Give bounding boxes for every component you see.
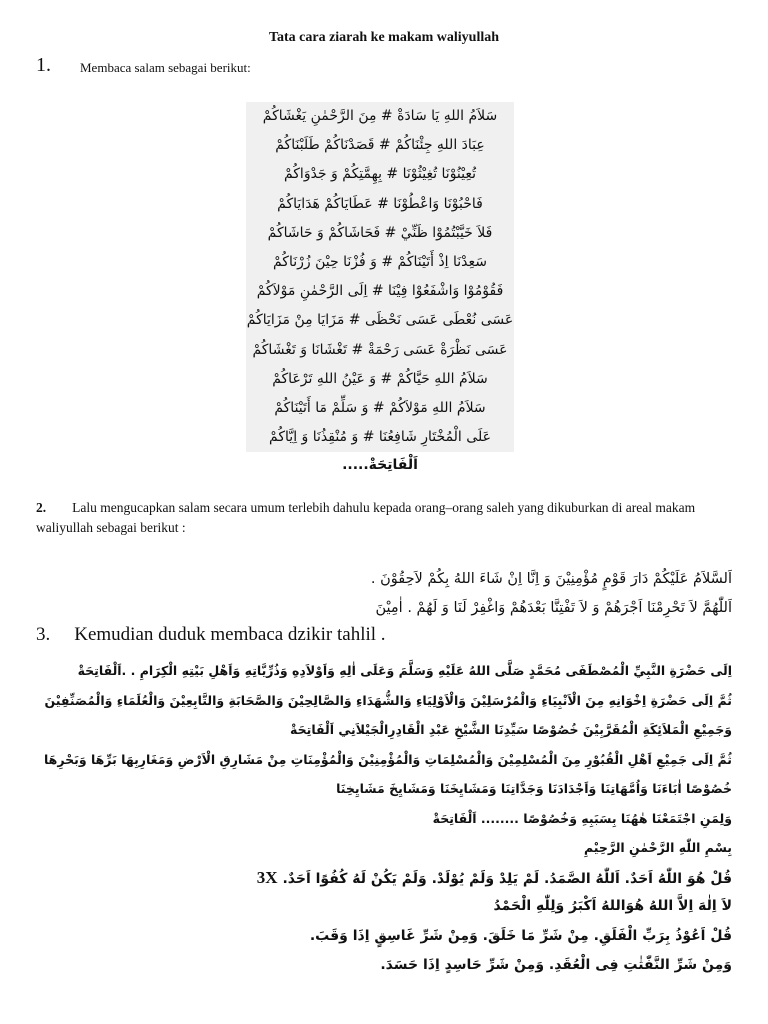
repeat-marker: 3X <box>256 867 278 887</box>
poem-line: سَلاَمُ اللهِ يَا سَادَةْ # مِنَ الرَّحْمٰنِ يَغْشَاكُمْ <box>246 102 514 131</box>
salam-block <box>40 565 732 623</box>
poem-line: سَعِدْنَا اِذْ أَتَيْنَاكُمْ # وَ فُزْنَا حِيْنَ زُرْنَاكُمْ <box>246 248 514 277</box>
poem-line: عَسَى نَظْرَةْ عَسَى رَحْمَةْ # تَغْشَانَا وَ تَغْشَاكُمْ <box>246 336 514 365</box>
poem-fatihah: اَلْفَاتِحَةْ..... <box>342 457 418 474</box>
tahlil-line: وَمِنْ شَرِّ النَّفّٰثٰتِ فِى الْعُقَدِ. وَمِنْ شَرِّ حَاسِدٍ اِذَا حَسَدَ. <box>380 957 732 973</box>
tahlil-ikhlas-text: قُلْ هُوَ اللّٰهُ اَحَدٌ. اَللّٰهُ الصَّمَدُ. لَمْ يَلِدْ وَلَمْ يُوْلَدْ. وَلَمْ يَكُنْ لَهُ كُفُوًا اَحَدٌ. <box>282 870 732 887</box>
salam-poem <box>246 102 514 478</box>
tahlil-line: بِسْمِ اللّٰهِ الرَّحْمٰنِ الرَّحِيْمِ <box>584 840 732 855</box>
tahlil-line-ikhlas <box>40 863 732 893</box>
poem-line: سَلاَمُ اللهِ مَوْلاَكُمْ # وَ سَلِّمْ مَا أَتَيْنَاكُمْ <box>246 394 514 423</box>
poem-line: عَسَى نُعْطَى عَسَى نَحْظَى # مَزَايَا مِنْ مَزَايَاكُمْ <box>246 306 514 335</box>
item-3-number: 3. <box>36 624 51 645</box>
salam-line: اَلسَّلاَمُ عَلَيْكُمْ دَارَ قَوْمٍ مُؤْمِنِيْنَ وَ اِنَّا اِنْ شَاءَ اللهُ بِكُمْ لاَحِقُوْنَ . <box>370 571 732 587</box>
item-3 <box>36 624 386 646</box>
tahlil-line: وَجَمِيْعِ الْمَلاَئِكَةِ الْمُقَرَّبِيْنَ خُصُوْصًا سَيِّدِنَا الشَّيْخِ عَبْدِ الْقَادِرِالْجَيْلاَنِي اَلْفَاتِحَةْ <box>290 722 732 737</box>
tahlil-block <box>40 656 732 981</box>
tahlil-line: ثُمَّ اِلَى جَمِيْعِ اَهْلِ الْقُبُوْرِ مِنَ الْمُسْلِمِيْنَ وَالْمُسْلِمَاتِ وَالْمُؤْمِنِيْنَ وَالْمُؤْمِنَاتِ مِنْ مَشَارِقِ الْاَرْضِ وَمَغَارِبِهَا بَرِّهَا وَبَحْرِهَا <box>43 751 732 767</box>
poem-line: عَلَى الْمُخْتَارِ شَافِعُنَا # وَ مُنْقِذُنَا وَ اِيَّاكُمْ <box>246 423 514 452</box>
poem-line: فَلاَ خَيَّبْتُمُوْا ظَنِّيْ # فَحَاشَاكُمْ وَ حَاشَاكُمْ <box>246 219 514 248</box>
poem-line: عِبَادَ اللهِ جِئْنَاكُمْ # قَصَدْنَاكُمْ طَلَبْنَاكُمْ <box>246 131 514 160</box>
tahlil-line: ثُمَّ اِلَى حَضْرَةِ اِخْوَانِهِ مِنَ الْاَنْبِيَاءِ وَالْمُرْسَلِيْنَ وَالْاَوْلِيَاءِ وَالشُّهَدَاءِ وَالصَّالِحِيْنَ وَالصَّحَابَةِ وَالتَّابِعِيْنَ وَالْعُلَمَاءِ وَالْمُصَنِّفِيْنَ <box>44 692 732 708</box>
tahlil-line: لاَ اِلٰهَ اِلاَّ اللهُ هُوَاللهُ اَكْبَرُ وَلِلّٰهِ الْحَمْدُ <box>493 898 732 914</box>
salam-line: اَللّٰهُمَّ لاَ تَحْرِمْنَا اَجْرَهُمْ وَ لاَ تَفْتِنَّا بَعْدَهُمْ وَاغْفِرْ لَنَا وَ لَهُمْ . اٰمِيْنَ <box>375 600 732 616</box>
item-2-text: Lalu mengucapkan salam secara umum terlebih dahulu kepada orang–orang saleh yang dikuburkan di areal makam waliyullah sebagai berikut : <box>36 500 696 535</box>
item-1-text: Membaca salam sebagai berikut: <box>80 60 251 75</box>
tahlil-line: اِلَى حَضْرَةِ النَّبِيِّ الْمُصْطَفَى مُحَمَّدٍ صَلَّى اللهُ عَلَيْهِ وَسَلَّمَ وَعَلَى اٰلِهِ وَاَوْلاَدِهِ وَذُرِّيَّاتِهِ وَاَهْلِ بَيْتِهِ الْكِرَامِ . .اَلْفَاتِحَةْ <box>77 663 732 678</box>
page-title: Tata cara ziarah ke makam waliyullah <box>268 30 500 45</box>
tahlil-line: قُلْ اَعُوْذُ بِرَبِّ الْفَلَقِ. مِنْ شَرِّ مَا خَلَقَ. وَمِنْ شَرِّ غَاسِقٍ اِذَا وَقَبَ. <box>309 927 732 944</box>
tahlil-line: خُصُوْصًا اٰبَاءَنَا وَاُمَّهَاتِنَا وَاَجْدَادَنَا وَجَدَّاتِنَا وَمَشَايِخَنَا وَمَشَايِخَ مَشَايِخِنَا <box>336 781 732 796</box>
poem-line: سَلاَمُ اللهِ حَيَّاكُمْ # وَ عَيْنُ اللهِ تَرْعَاكُمْ <box>246 365 514 394</box>
poem-line: تُعِيْنُوْنَا تُغِيْثُوْنَا # بِهِمَّتِكُمْ وَ جَدْوَاكُمْ <box>246 160 514 189</box>
item-3-text: Kemudian duduk membaca dzikir tahlil . <box>74 624 386 645</box>
poem-line: فَقُوْمُوْا وَاشْفَعُوْا فِيْنَا # اِلَى الرَّحْمٰنِ مَوْلاَكُمْ <box>246 277 514 306</box>
poem-line: فَاحْبُوْنَا وَاعْطُوْنَا # عَطَايَاكُمْ هَدَايَاكُمْ <box>246 190 514 219</box>
item-1-number: 1. <box>36 54 51 76</box>
tahlil-line: وَلِمَنِ اجْتَمَعْنَا هٰهُنَا بِسَبَبِهِ وَخُصُوْصًا ........ اَلْفَاتِحَةْ <box>432 810 732 826</box>
item-2 <box>36 498 726 538</box>
item-2-number: 2. <box>36 500 47 515</box>
